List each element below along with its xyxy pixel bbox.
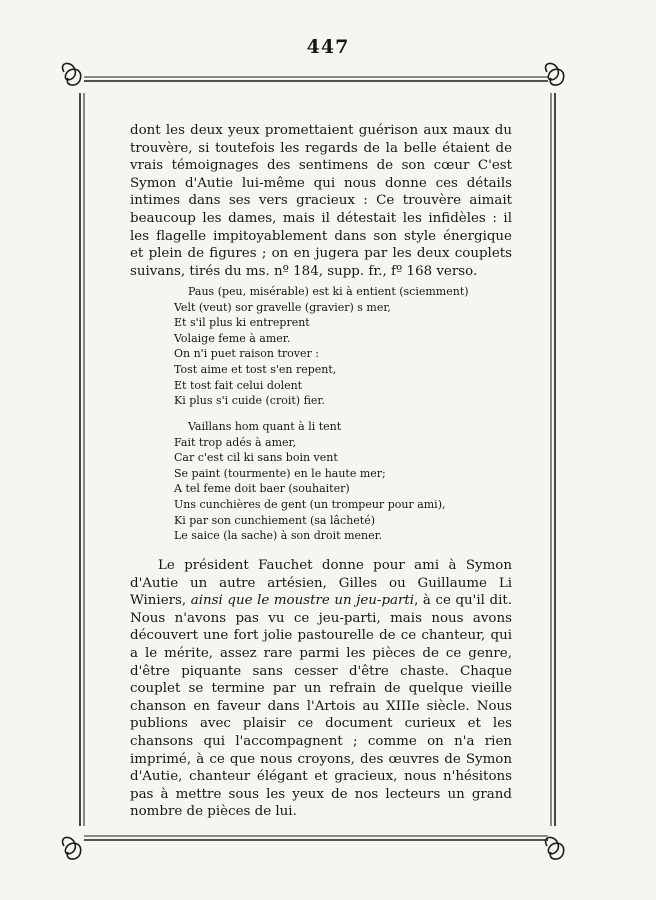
verse-line: Et tost fait celui dolent [174,378,303,392]
verse-line: Vaillans hom quant à li tent [188,420,342,433]
verse-line: Tost aime et tost s'en repent, [174,362,337,376]
verse-line: Se paint (tourmente) en le haute mer; [174,466,386,480]
verse-line: On n'i puet raison trover : [174,347,319,361]
paragraph-1-text: dont les deux yeux promettaient guérison aux maux du trouvère, si toutefois les regards de la belle étaient de vrais témoignages des sentimens de son cœur C'est Symon d'Autie lui-même qui nous donne ces détails intimes dans ses vers gracieux : Ce trouvère aimait beaucoup les dames, mais il détestait les infidèles : il les flagelle impitoyablement dans son style énergique et plein de figures ; on en jugera par les deux couplets suivans, tirés du ms. nº 184, supp. fr., fº 168 verso. [130,123,512,279]
verse-line: Et s'il plus ki entreprent [174,316,310,330]
verse-line: Velt (veut) sor gravelle (gravier) s mer, [174,300,391,314]
paragraph-1 [130,122,512,280]
paragraph-2-italic-citation: ainsi que le moustre un jeu-parti [190,593,415,609]
verse-stanza-2 [174,419,494,544]
verse-line: Uns cunchières de gent (un trompeur pour ami), [174,497,446,511]
paragraph-2-start: Le président Fauchet donne pour ami à Symon d'Autie un autre artésien, Gilles ou Guillaume Li Winiers, [130,558,512,609]
page-number: 447 [306,36,350,58]
paragraph-2-rest: , à ce qu'il dit. Nous n'avons pas vu ce jeu-parti, mais nous avons découvert une fort jolie pastourelle de ce chanteur, qui a le mérite, assez rare parmi les pièces de ce genre, d'être piquante sans cesser d'être chaste. Chaque couplet se termine par un refrain de quelque vieille chanson en faveur dans l'Artois au XIIIe siècle. Nous publions avec plaisir ce document curieux et les chansons qui l'accompagnent ; comme on n'a rien imprimé, à ce que nous croyons, des œuvres de Symon d'Autie, chanteur élégant et gracieux, nous n'hésitons pas à mettre sous les yeux de nos lecteurs un grand nombre de pièces de lui. [130,593,512,820]
verse-line: Le saice (la sache) à son droit mener. [174,529,383,543]
verse-line: Ki plus s'i cuide (croit) fier. [174,394,325,408]
paragraph-2 [130,557,512,821]
verse-line: Fait trop adés à amer, [174,435,297,449]
verse-line: Ki par son cunchiement (sa lâcheté) [174,513,376,527]
verse-line: Volaige feme à amer. [174,331,291,345]
verse-line: Paus (peu, misérable) est ki à entient (sciemment) [188,285,469,298]
verse-line: A tel feme doit baer (souhaiter) [174,482,350,496]
verse-line: Car c'est cil ki sans boin vent [174,451,338,465]
paragraph-2-text [130,557,512,821]
verse-stanza-1 [174,284,494,409]
